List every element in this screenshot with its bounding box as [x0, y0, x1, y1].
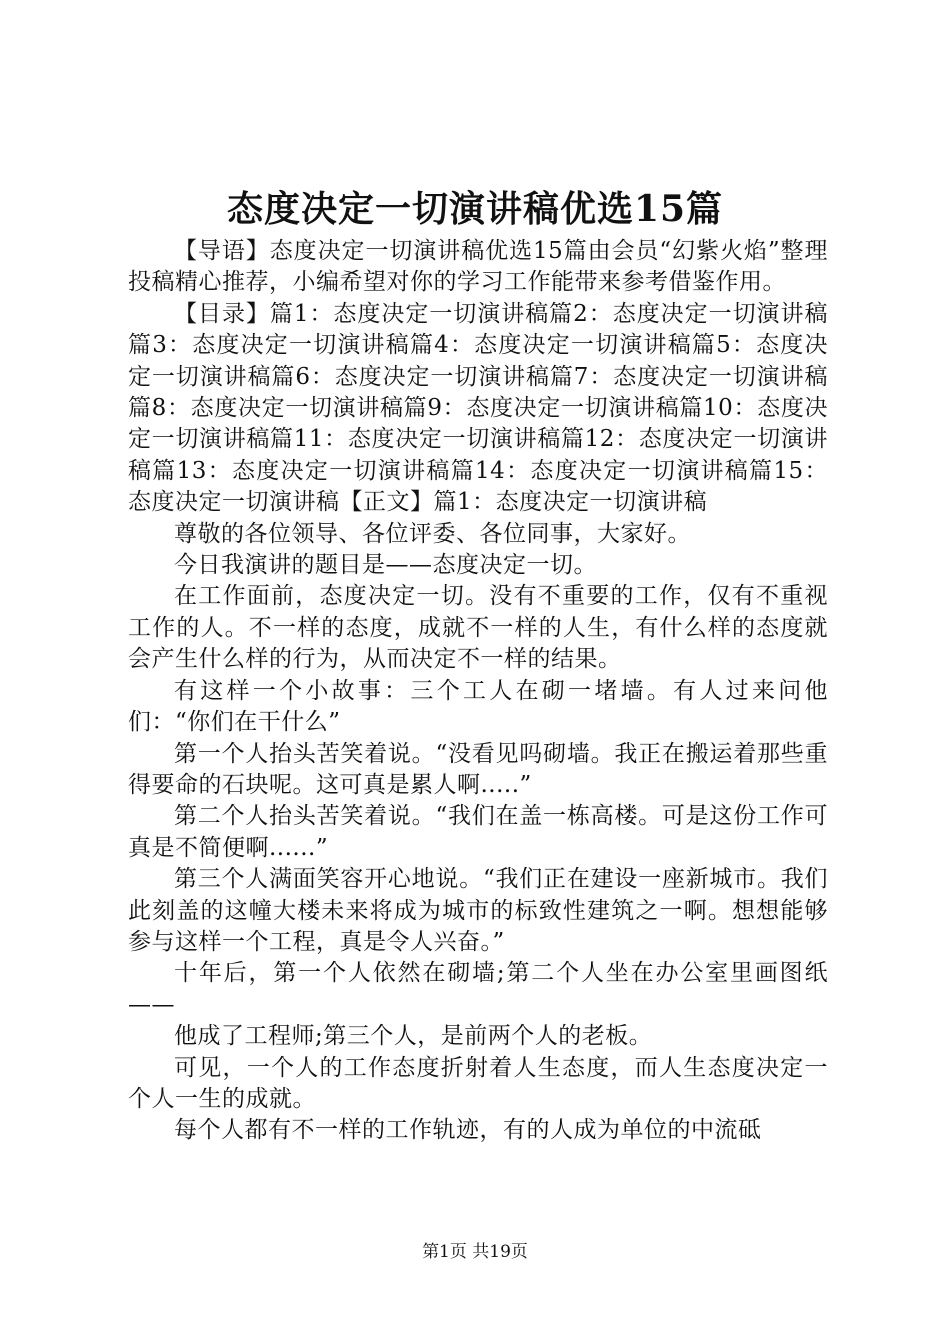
body-paragraph: 第三个人满面笑容开心地说。“我们正在建设一座新城市。我们此刻盖的这幢大楼未来将成为城市的标致性建筑之一啊。想想能够参与这样一个工程，真是令人兴奋。” — [128, 866, 828, 955]
document-title: 态度决定一切演讲稿优选15篇 — [226, 188, 724, 230]
topic-paragraph: 今日我演讲的题目是——态度决定一切。 — [174, 552, 597, 579]
body-paragraph: 他成了工程师;第三个人，是前两个人的老板。 — [174, 1023, 653, 1050]
body-paragraph: 第一个人抬头苦笑着说。“没看见吗砌墙。我正在搬运着那些重得要命的石块呢。这可真是累人啊.....” — [128, 740, 828, 798]
body-paragraph: 有这样一个小故事：三个工人在砌一堵墙。有人过来问他们：“你们在干什么” — [128, 677, 828, 736]
greeting-paragraph: 尊敬的各位领导、各位评委、各位同事，大家好。 — [174, 520, 691, 547]
intro-paragraph: 【导语】态度决定一切演讲稿优选15篇由会员“幻紫火焰”整理投稿精心推荐，小编希望对你的学习工作能带来参考借鉴作用。 — [128, 238, 828, 296]
body-paragraph: 第二个人抬头苦笑着说。“我们在盖一栋高楼。可是这份工作可真是不简便啊......” — [128, 803, 828, 861]
body-paragraph: 每个人都有不一样的工作轨迹，有的人成为单位的中流砥 — [174, 1117, 762, 1144]
table-of-contents-paragraph: 【目录】篇1：态度决定一切演讲稿篇2：态度决定一切演讲稿篇3：态度决定一切演讲稿篇4：态度决定一切演讲稿篇5：态度决定一切演讲稿篇6：态度决定一切演讲稿篇7：态度决定一切演讲稿篇8：态度决定一切演讲稿篇9：态度决定一切演讲稿篇10：态度决定一切演讲稿篇11：态度决定一切演讲稿篇12：态度决定一切演讲稿篇13：态度决定一切演讲稿篇14：态度决定一切演讲稿篇15：态度决定一切演讲稿【正文】篇1：态度决定一切演讲稿 — [128, 300, 828, 516]
document-body — [128, 236, 828, 1147]
body-paragraph: 在工作面前，态度决定一切。没有不重要的工作，仅有不重视工作的人。不一样的态度，成就不一样的人生，有什么样的态度就会产生什么样的行为，从而决定不一样的结果。 — [128, 583, 828, 673]
body-paragraph: 十年后，第一个人依然在砌墙;第二个人坐在办公室里画图纸—— — [128, 960, 828, 1018]
page-number-footer: 第1页 共19页 — [422, 1242, 528, 1262]
body-paragraph: 可见，一个人的工作态度折射着人生态度，而人生态度决定一个人一生的成就。 — [128, 1054, 828, 1112]
